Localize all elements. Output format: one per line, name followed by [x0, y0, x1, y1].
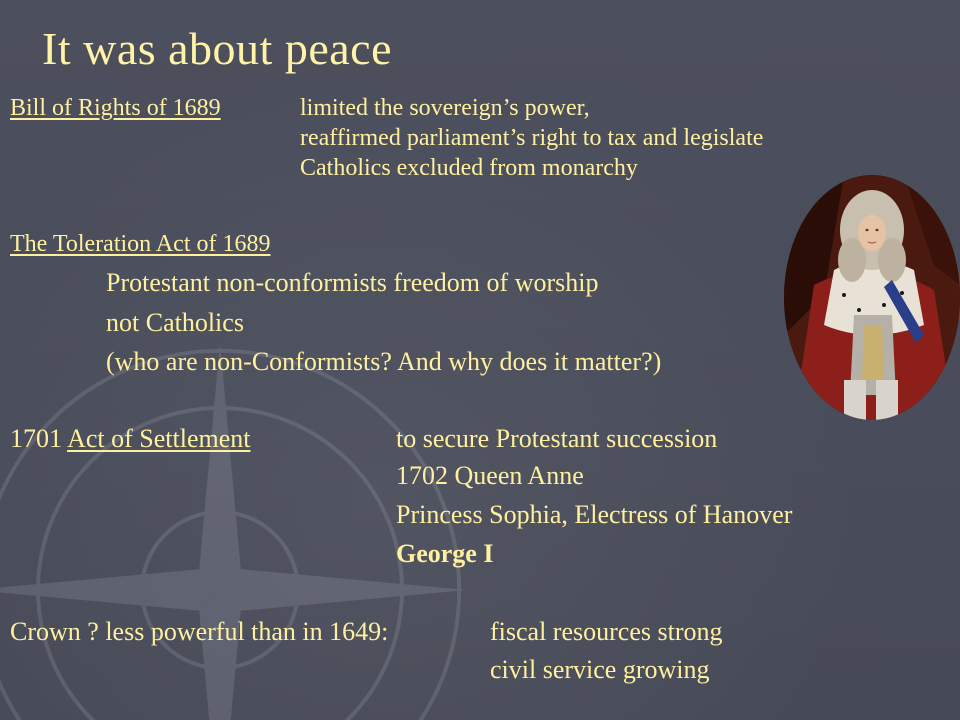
toleration-act-point: Protestant non-conformists freedom of worship: [106, 268, 599, 297]
portrait-illustration: [784, 175, 960, 420]
bill-of-rights-point: Catholics excluded from monarchy: [300, 155, 638, 181]
crown-label: Crown ? less powerful than in 1649:: [10, 617, 389, 646]
settlement-line: [10, 424, 250, 454]
settlement-point-george: George I: [396, 539, 494, 568]
settlement-heading: Act of Settlement: [67, 424, 251, 453]
settlement-point: to secure Protestant succession: [396, 424, 718, 453]
crown-point: civil service growing: [490, 655, 710, 684]
settlement-point: Princess Sophia, Electress of Hanover: [396, 500, 793, 529]
settlement-point: 1702 Queen Anne: [396, 461, 584, 490]
bill-of-rights-point: reaffirmed parliament’s right to tax and legislate: [300, 125, 764, 151]
settlement-year: 1701: [10, 424, 62, 453]
portrait-image: [784, 175, 960, 420]
toleration-act-point: (who are non-Conformists? And why does it matter?): [106, 347, 662, 376]
crown-point: fiscal resources strong: [490, 617, 723, 646]
toleration-act-point: not Catholics: [106, 308, 244, 337]
toleration-act-heading: The Toleration Act of 1689: [10, 231, 271, 257]
bill-of-rights-heading: Bill of Rights of 1689: [10, 95, 221, 121]
bill-of-rights-point: limited the sovereign’s power,: [300, 95, 590, 121]
slide-title: It was about peace: [42, 23, 393, 74]
